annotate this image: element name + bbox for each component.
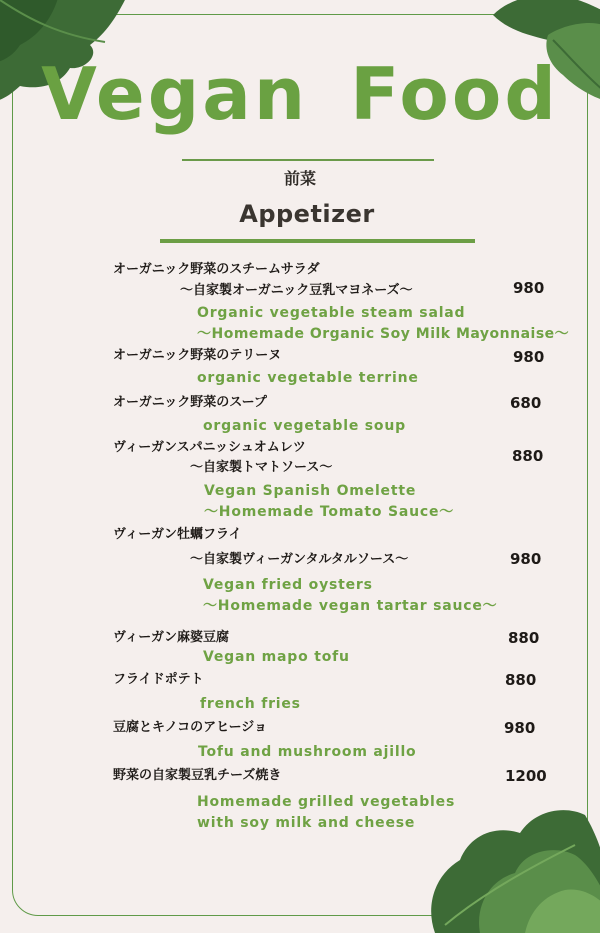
menu-item-name-jp: ヴィーガンスパニッシュオムレツ: [113, 440, 306, 455]
menu-item-subtitle-en: with soy milk and cheese: [197, 815, 416, 831]
menu-item-name-en: french fries: [200, 696, 301, 712]
menu-item-price: 980: [513, 279, 545, 297]
menu-item-name-en: Vegan Spanish Omelette: [204, 483, 417, 499]
menu-item-price: 980: [504, 719, 536, 737]
menu-item-subtitle-jp: ～自家製トマトソース～: [190, 460, 333, 475]
page-title: Vegan Food: [41, 52, 559, 136]
section-title-jp: 前菜: [283, 169, 316, 188]
menu-item-subtitle-jp: ～自家製ヴィーガンタルタルソース～: [190, 552, 409, 567]
menu-item-price: 880: [508, 629, 540, 647]
section-divider: [160, 239, 475, 243]
title-divider: [182, 159, 434, 161]
menu-item-price: 1200: [505, 767, 547, 785]
menu-item-name-jp: 豆腐とキノコのアヒージョ: [113, 720, 268, 735]
section-title-en: Appetizer: [239, 200, 375, 228]
menu-item-name-en: Vegan mapo tofu: [203, 649, 350, 665]
menu-item-name-jp: 野菜の自家製豆乳チーズ焼き: [113, 768, 282, 783]
menu-item-price: 680: [510, 394, 542, 412]
menu-item-name-en: Vegan fried oysters: [203, 577, 373, 593]
menu-item-name-jp: オーガニック野菜のスープ: [113, 395, 267, 410]
menu-item-name-jp: オーガニック野菜のテリーヌ: [113, 348, 282, 363]
leaf-bottom-right-icon: [425, 805, 600, 933]
menu-item-price: 880: [512, 447, 544, 465]
menu-item-name-jp: ヴィーガン麻婆豆腐: [113, 630, 229, 645]
menu-item-name-en: organic vegetable soup: [203, 418, 406, 434]
menu-item-name-en: Tofu and mushroom ajillo: [198, 744, 417, 760]
menu-item-subtitle-en: ～Homemade Organic Soy Milk Mayonnaise～: [197, 326, 570, 342]
menu-item-name-jp: ヴィーガン牡蠣フライ: [113, 527, 242, 542]
menu-item-name-jp: フライドポテト: [113, 672, 204, 687]
menu-item-subtitle-en: ～Homemade Tomato Sauce～: [204, 504, 455, 520]
menu-item-price: 980: [513, 348, 545, 366]
menu-item-name-en: organic vegetable terrine: [197, 370, 419, 386]
menu-item-name-en: Homemade grilled vegetables: [197, 794, 456, 810]
menu-item-subtitle-en: ～Homemade vegan tartar sauce～: [203, 598, 498, 614]
menu-item-price: 880: [505, 671, 537, 689]
menu-item-name-en: Organic vegetable steam salad: [197, 305, 466, 321]
menu-item-name-jp: オーガニック野菜のスチームサラダ: [113, 262, 320, 277]
menu-item-price: 980: [510, 550, 542, 568]
menu-item-subtitle-jp: ～自家製オーガニック豆乳マヨネーズ～: [180, 283, 413, 298]
